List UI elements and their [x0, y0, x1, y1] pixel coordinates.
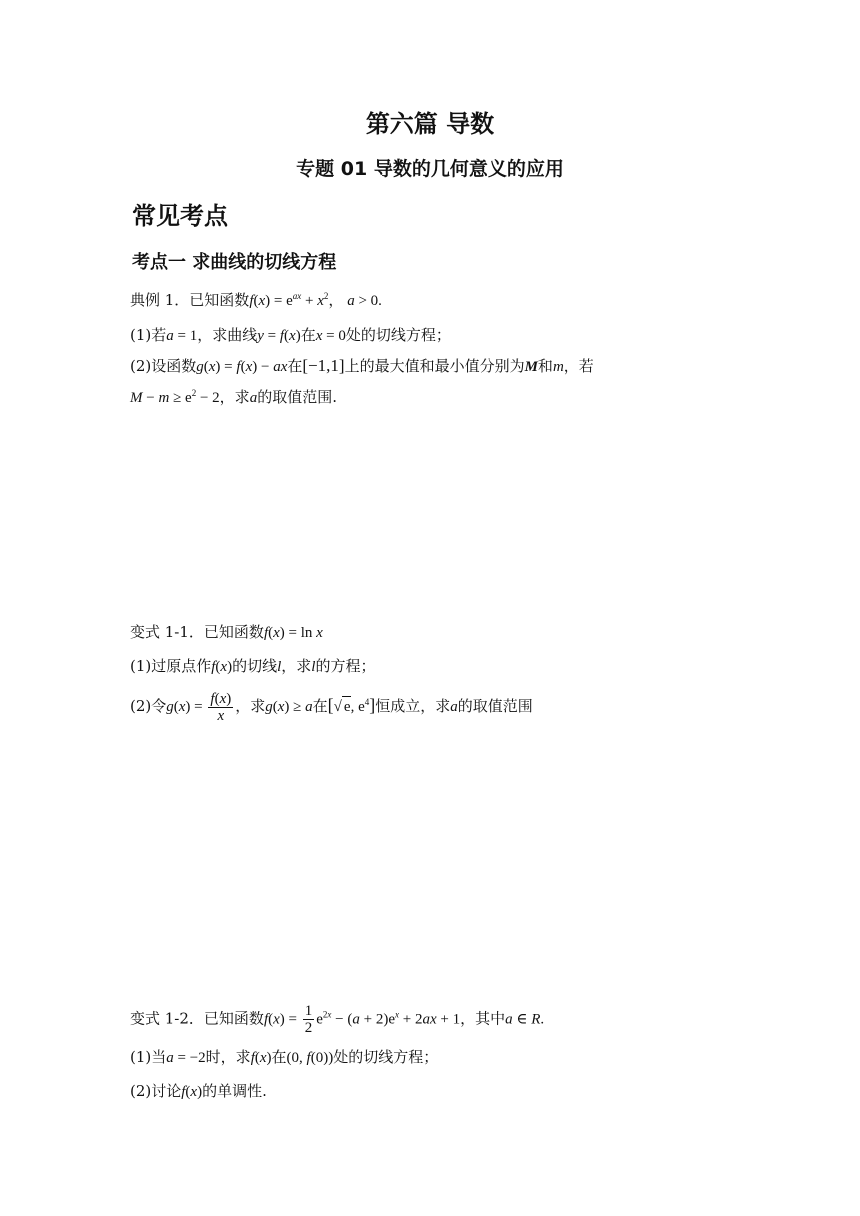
q2-and: 和	[537, 357, 553, 375]
v1-q2-mid: ，求	[235, 697, 266, 715]
example1-cond: a	[347, 293, 355, 309]
variant2-label: 变式 1-2．已知函数	[130, 1009, 264, 1028]
q2-end: 的取值范围.	[257, 388, 337, 406]
q1-prefix: (1)若	[130, 326, 167, 344]
example1-label: 典例 1．已知函数	[130, 291, 250, 309]
example1-q2-cont: $M - m \ge e^2 - 2$，求a的取值范围.	[130, 388, 337, 406]
fraction: $\frac{f(x)}{x}$	[210, 691, 232, 724]
example1-q1: (1)若a = 1，求曲线y = f(x)在x = 0处的切线方程；	[130, 326, 451, 344]
q1-mid: ，求曲线	[197, 326, 258, 344]
tangent-l: l	[277, 659, 282, 675]
v1-q1-mid: 的切线	[232, 657, 278, 675]
variant1-q2: (2)令g(x) = $\frac{f(x)}{x}$ ，求g(x) ≥ a在[√ e, $e^4$]恒成立，求a的取值范围	[130, 691, 533, 724]
v1-q2-suffix: 恒成立，求	[375, 697, 451, 715]
v1-q2-end: 的取值范围	[457, 697, 533, 715]
variant1-label: 变式 1-1．已知函数	[130, 623, 264, 641]
variant1-q1: (1)过原点作f(x)的切线l，求l的方程；	[130, 657, 376, 675]
topic-title: 专题 01 导数的几何意义的应用	[296, 158, 564, 180]
tangent-l2: l	[311, 659, 316, 675]
v1-q1-prefix: (1)过原点作	[130, 657, 212, 675]
q2-suffix: ，求	[219, 388, 250, 406]
half-fraction: $\frac{1}{2}$	[304, 1003, 313, 1036]
v1-q1-mid2: ，求	[281, 657, 312, 675]
v2-func-tail: ，其中	[460, 1009, 506, 1028]
param-a: a	[249, 390, 258, 406]
q2-if: ，若	[563, 357, 594, 375]
example1-intro: 典例 1．已知函数$f(x) = e^{ax} + x^2$， a > 0.	[130, 291, 382, 309]
v2-q1-prefix: (1)当	[130, 1048, 167, 1066]
variant2-intro: 变式 1-2．已知函数f(x) = $\frac{1}{2}$ $e^{2x} - (a + 2)e^x + 2ax + 1$，其中a ∈ R.	[130, 1003, 545, 1036]
v1-q2-prefix: (2)令	[130, 697, 167, 715]
q1-at: 在	[300, 326, 316, 344]
subsection-title: 考点一 求曲线的切线方程	[132, 252, 337, 273]
v2-q2-suffix: 的单调性.	[202, 1082, 267, 1100]
example1-func: f	[249, 293, 254, 309]
q1-suffix: 处的切线方程；	[345, 326, 451, 344]
v1-param-a: a	[450, 699, 458, 715]
example1-q2: (2)设函数g(x) = f(x) − ax在[−1,1]上的最大值和最小值分别为M和m，若	[130, 356, 594, 375]
q2-interval: [−1,1]	[302, 356, 345, 375]
variant2-q1: (1)当a = −2时，求f(x)在(0, f(0))处的切线方程；	[130, 1048, 439, 1066]
v2-q2-prefix: (2)讨论	[130, 1082, 182, 1100]
q2-prefix: (2)设函数	[130, 357, 197, 375]
max-symbol: M	[524, 359, 538, 375]
q2-mid: 上的最大值和最小值分别为	[344, 357, 525, 375]
v1-q1-suffix: 的方程；	[315, 657, 376, 675]
v2-q1-at: 在	[271, 1048, 287, 1066]
v2-q1-mid: 时，求	[205, 1048, 251, 1066]
variant1-intro: 变式 1-1．已知函数f(x) = ln x	[130, 623, 323, 641]
chapter-title: 第六篇 导数	[365, 110, 495, 138]
min-symbol: m	[552, 359, 564, 375]
v2-q1-suffix: 处的切线方程；	[333, 1048, 439, 1066]
q2-on: 在	[287, 357, 303, 375]
section-title: 常见考点	[132, 202, 228, 230]
variant2-q2: (2)讨论f(x)的单调性.	[130, 1082, 267, 1100]
v1-q2-on: 在	[312, 697, 328, 715]
